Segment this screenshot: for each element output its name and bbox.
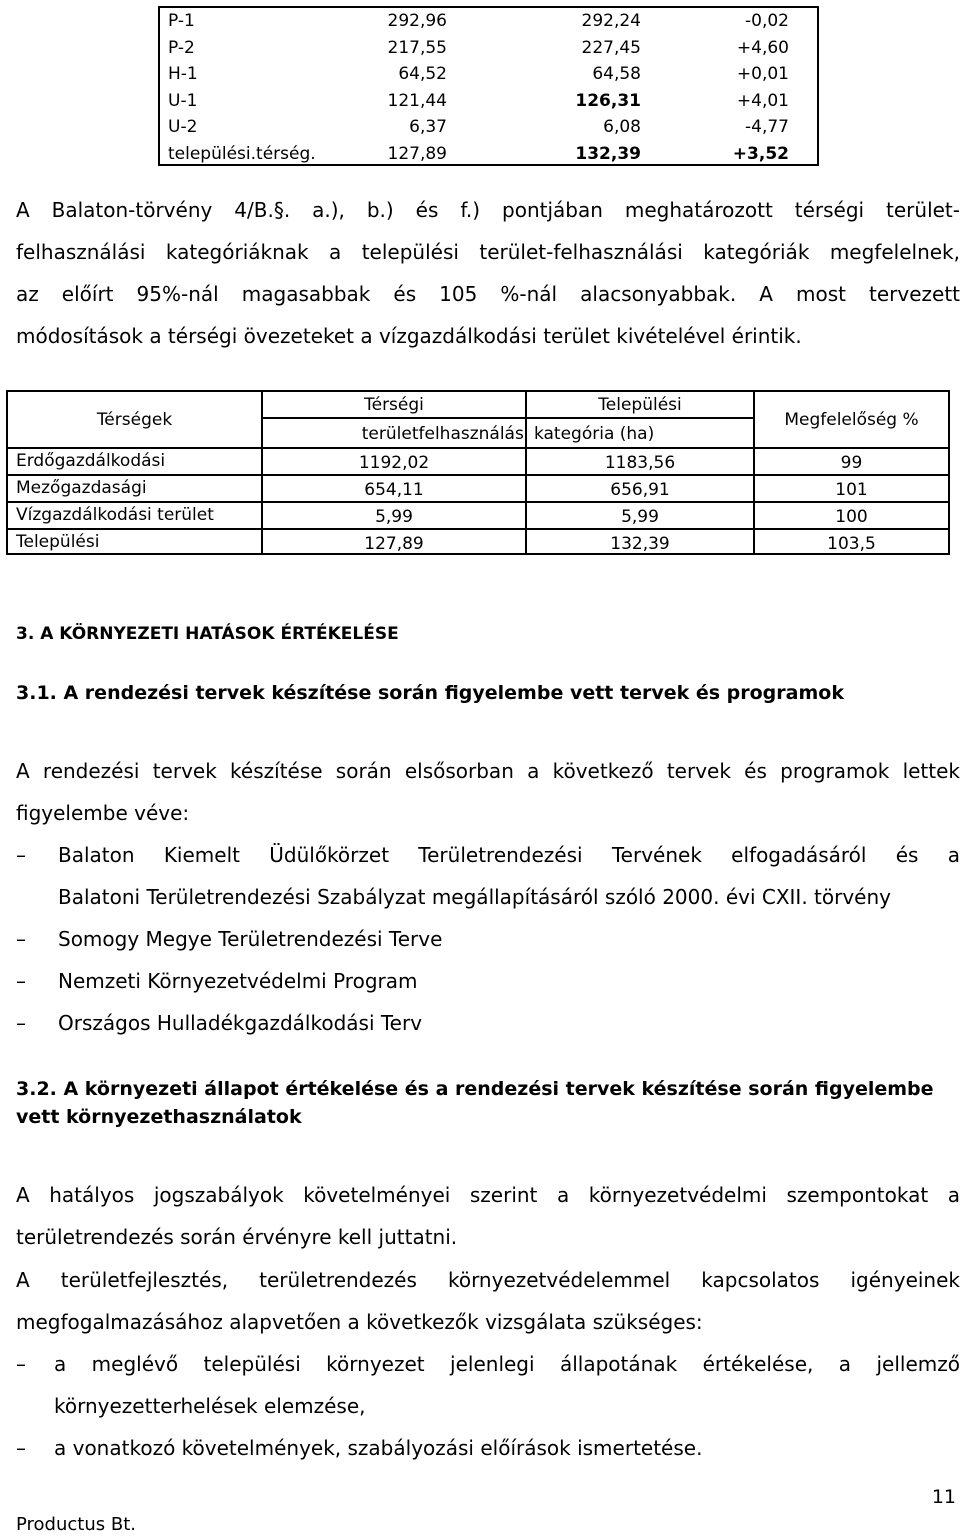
- list-item: [16, 960, 960, 1002]
- row-telepulesi: 1183,56: [604, 453, 676, 473]
- row-name: U-2: [168, 117, 198, 137]
- paragraph-line: megfogalmazásához alapvetően a következők vizsgálata szükséges:: [16, 1310, 703, 1334]
- row-diff: +4,01: [736, 90, 789, 111]
- section-heading: 3.1. A rendezési tervek készítése során figyelembe vett tervek és programok: [16, 682, 844, 704]
- row-name: H-1: [168, 64, 198, 84]
- row-diff: +0,01: [736, 64, 789, 84]
- header-megfeleloseg: Megfelelőség %: [784, 410, 919, 430]
- table-row: [160, 114, 817, 141]
- top-table: [158, 6, 819, 166]
- row-telepulesi: 5,99: [621, 507, 659, 527]
- list-item: [16, 1427, 960, 1469]
- dash-bullet: –: [16, 1011, 26, 1035]
- paragraph-line: A Balaton-törvény 4/B.§. a.), b.) és f.) pontjában meghatározott térségi terület-: [16, 198, 960, 222]
- paragraph-line: A hatályos jogszabályok követelményei szerint a környezetvédelmi szempontokat a: [16, 1183, 960, 1207]
- dash-bullet: –: [16, 1352, 26, 1376]
- section-heading: vett környezethasználatok: [16, 1106, 302, 1128]
- row-telepulesi: 656,91: [610, 480, 670, 500]
- table-row: [160, 141, 817, 168]
- list-item-line: Balatoni Területrendezési Szabályzat megállapításáról szóló 2000. évi CXII. törvény: [58, 885, 891, 909]
- row-tersegi: 1192,02: [358, 453, 430, 473]
- header-tersegi: Térségi: [364, 395, 424, 415]
- row-value-1: 217,55: [387, 37, 447, 58]
- row-telepulesi: 132,39: [610, 534, 670, 554]
- row-diff: +4,60: [736, 37, 789, 58]
- row-value-2: 292,24: [581, 11, 641, 31]
- row-value-1: 292,96: [387, 11, 447, 31]
- row-name: Települési: [16, 532, 100, 552]
- dash-bullet: –: [16, 1436, 26, 1460]
- dash-bullet: –: [16, 927, 26, 951]
- list-item-line: Somogy Megye Területrendezési Terve: [58, 927, 443, 951]
- row-value-1: 127,89: [387, 143, 447, 164]
- list-item-line: a meglévő települési környezet jelenlegi állapotának értékelése, a jellemző: [54, 1352, 960, 1376]
- land-use-table: [6, 390, 950, 555]
- row-pct: 100: [835, 507, 868, 527]
- paragraph-line: figyelembe véve:: [16, 801, 190, 825]
- row-value-1: 6,37: [409, 117, 447, 137]
- dash-bullet: –: [16, 969, 26, 993]
- row-value-2: 132,39: [575, 143, 641, 164]
- paragraph-line: az előírt 95%-nál magasabbak és 105 %-nál alacsonyabbak. A most tervezett: [16, 282, 960, 306]
- header-kategoria: területfelhasználási kategória (ha): [361, 424, 655, 444]
- row-diff: -4,77: [745, 117, 789, 137]
- row-name: P-1: [168, 11, 195, 31]
- table-divider: [8, 528, 948, 530]
- row-pct: 99: [840, 453, 863, 473]
- section-heading: 3. A KÖRNYEZETI HATÁSOK ÉRTÉKELÉSE: [16, 624, 399, 644]
- row-name: Mezőgazdasági: [16, 478, 147, 498]
- paragraph-line: A területfejlesztés, területrendezés környezetvédelemmel kapcsolatos igényeinek: [16, 1268, 960, 1292]
- paragraph-line: területrendezés során érvényre kell juttatni.: [16, 1225, 458, 1249]
- list-item-line: Nemzeti Környezetvédelmi Program: [58, 969, 418, 993]
- row-value-2: 64,58: [592, 64, 641, 84]
- header-telepulesi: Települési: [598, 395, 682, 415]
- table-row: [160, 8, 817, 35]
- row-value-2: 126,31: [575, 90, 641, 111]
- row-diff: -0,02: [745, 11, 789, 31]
- list-item-line: Országos Hulladékgazdálkodási Terv: [58, 1011, 423, 1035]
- row-name: Vízgazdálkodási terület: [16, 505, 214, 525]
- dash-bullet: –: [16, 843, 26, 867]
- list-item-line: a vonatkozó követelmények, szabályozási előírások ismertetése.: [54, 1436, 703, 1460]
- row-name: települési.térség.: [168, 143, 316, 164]
- list-item: [16, 918, 960, 960]
- table-row: [160, 35, 817, 62]
- section-heading: 3.2. A környezeti állapot értékelése és a rendezési tervek készítése során figyelembe: [16, 1078, 934, 1100]
- table-divider: [8, 474, 948, 476]
- header-tersegek: Térségek: [96, 410, 173, 430]
- list-item-line: Balaton Kiemelt Üdülőkörzet Területrendezési Tervének elfogadásáról és a: [58, 843, 960, 867]
- row-value-1: 121,44: [387, 90, 447, 111]
- table-row: [160, 61, 817, 88]
- row-tersegi: 654,11: [364, 480, 424, 500]
- table-divider: [8, 447, 948, 449]
- row-name: Erdőgazdálkodási: [16, 451, 166, 471]
- row-tersegi: 127,89: [364, 534, 424, 554]
- row-diff: +3,52: [732, 143, 789, 164]
- page-number: 11: [931, 1486, 956, 1508]
- table-divider: [8, 501, 948, 503]
- table-row: [160, 88, 817, 115]
- company-name: Productus Bt.: [16, 1514, 136, 1535]
- row-name: U-1: [168, 90, 198, 111]
- list-item: [16, 834, 960, 918]
- list-item: [16, 1343, 960, 1427]
- paragraph-line: felhasználási kategóriáknak a települési terület-felhasználási kategóriák megfelelnek,: [16, 240, 960, 264]
- list-item-line: környezetterhelések elemzése,: [54, 1394, 366, 1418]
- row-pct: 101: [835, 480, 868, 500]
- paragraph-line: A rendezési tervek készítése során elsősorban a következő tervek és programok lettek: [16, 759, 960, 783]
- row-name: P-2: [168, 37, 195, 58]
- row-value-2: 6,08: [603, 117, 641, 137]
- table-divider: [261, 417, 755, 419]
- row-tersegi: 5,99: [375, 507, 413, 527]
- paragraph-line: módosítások a térségi övezeteket a vízgazdálkodási terület kivételével érintik.: [16, 324, 802, 348]
- row-value-1: 64,52: [398, 64, 447, 84]
- row-value-2: 227,45: [581, 37, 641, 58]
- list-item: [16, 1002, 960, 1044]
- row-pct: 103,5: [827, 534, 876, 554]
